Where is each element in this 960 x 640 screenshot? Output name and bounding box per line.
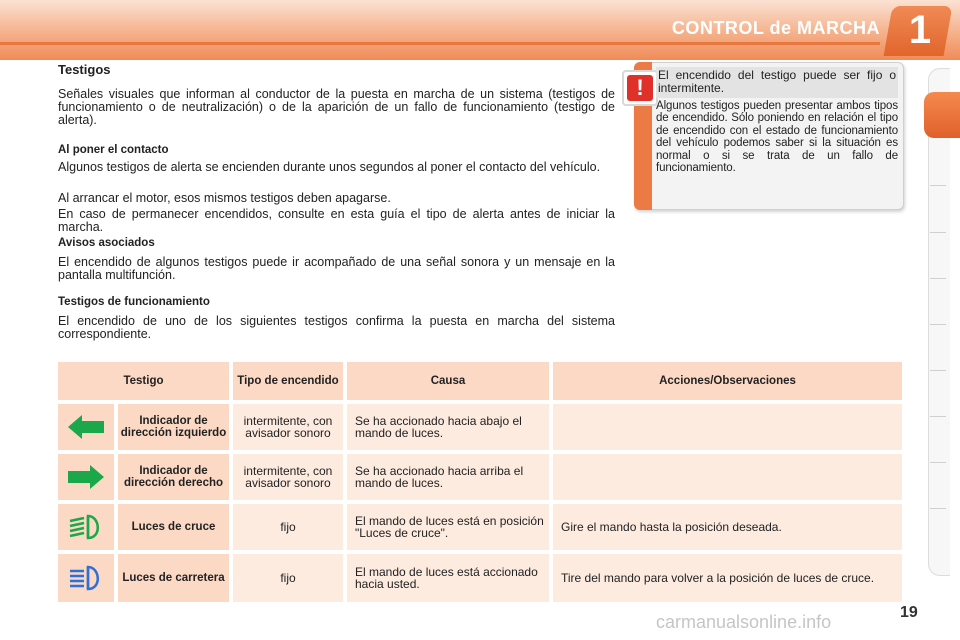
chapter-side-tab-active[interactable] [924,92,960,138]
table-row-name: Indicador de dirección izquierdo [118,404,229,450]
table-row-tipo: intermitente, con avisador sonoro [233,404,343,450]
arrow-left-icon [66,413,106,441]
table-row-icon-cell [58,404,114,450]
table-row-name: Indicador de dirección derecho [118,454,229,500]
side-divider [930,232,946,233]
exclamation-icon: ! [627,75,653,101]
table-row-tipo: intermitente, con avisador sonoro [233,454,343,500]
funcionamiento-paragraph: El encendido de uno de los siguientes testigos confirma la puesta en marcha del sistema correspondiente. [58,314,615,341]
side-divider [930,324,946,325]
contacto-paragraph-1: Algunos testigos de alerta se encienden durante unos segundos al poner el contacto del vehículo. [58,160,601,174]
side-divider [930,416,946,417]
header-line [0,42,880,45]
subheading-contacto: Al poner el contacto [58,144,169,156]
side-divider [930,185,946,186]
side-divider [930,278,946,279]
side-divider [930,508,946,509]
side-divider [930,370,946,371]
table-row-acciones: Tire del mando para volver a la posición de luces de cruce. [553,554,902,602]
contacto-paragraph-2: Al arrancar el motor, esos mismos testigos deben apagarse. [58,191,391,205]
low-beam-icon [66,512,106,542]
warning-icon-frame [622,70,658,106]
table-row-tipo: fijo [233,554,343,602]
table-header-testigo: Testigo [58,362,229,400]
table-row-acciones: Gire el mando hasta la posición deseada. [553,504,902,550]
table-row-acciones [553,404,902,450]
table-row-causa: El mando de luces está en posición "Luces de cruce". [347,504,549,550]
warning-paragraph-2: Algunos testigos pueden presentar ambos tipos de encendido. Sólo poniendo en relación el tipo de encendido con el estado de funcionamiento del vehículo podemos saber si la situación es normal o si se trata de un fallo de funcionamiento. [656,100,898,175]
table-row-name: Luces de cruce [118,504,229,550]
table-row-causa: El mando de luces está accionado hacia usted. [347,554,549,602]
side-divider [930,462,946,463]
table-row-icon-cell [58,554,114,602]
page-number: 19 [900,604,918,621]
arrow-right-icon [66,463,106,491]
table-header-acciones: Acciones/Observaciones [553,362,902,400]
table-row-causa: Se ha accionado hacia abajo el mando de luces. [347,404,549,450]
section-heading-testigos: Testigos [58,62,111,77]
page-title: CONTROL de MARCHA [671,18,880,38]
intro-paragraph: Señales visuales que informan al conductor de la puesta en marcha de un sistema (testigos de funcionamiento o de neutralización) o de la aparición de un fallo de funcionamiento (testigo de alerta). [58,87,615,127]
warning-paragraph-1: El encendido del testigo puede ser fijo o intermitente. [656,67,898,98]
contacto-paragraph-3: En caso de permanecer encendidos, consulte en esta guía el tipo de alerta antes de iniciar la marcha. [58,207,615,234]
chapter-number: 1 [908,8,932,52]
table-row-name: Luces de carretera [118,554,229,602]
high-beam-icon [66,563,106,593]
subheading-funcionamiento: Testigos de funcionamiento [58,296,210,308]
watermark: carmanualsonline.info [656,612,832,632]
table-row-causa: Se ha accionado hacia arriba el mando de luces. [347,454,549,500]
table-header-tipo: Tipo de encendido [233,362,343,400]
avisos-paragraph: El encendido de algunos testigos puede ir acompañado de una señal sonora y un mensaje en la pantalla multifunción. [58,255,615,282]
table-row-icon-cell [58,504,114,550]
chapter-side-strip [928,68,950,576]
table-row-tipo: fijo [233,504,343,550]
subheading-avisos: Avisos asociados [58,237,155,249]
table-row-icon-cell [58,454,114,500]
table-row-acciones [553,454,902,500]
table-header-causa: Causa [347,362,549,400]
